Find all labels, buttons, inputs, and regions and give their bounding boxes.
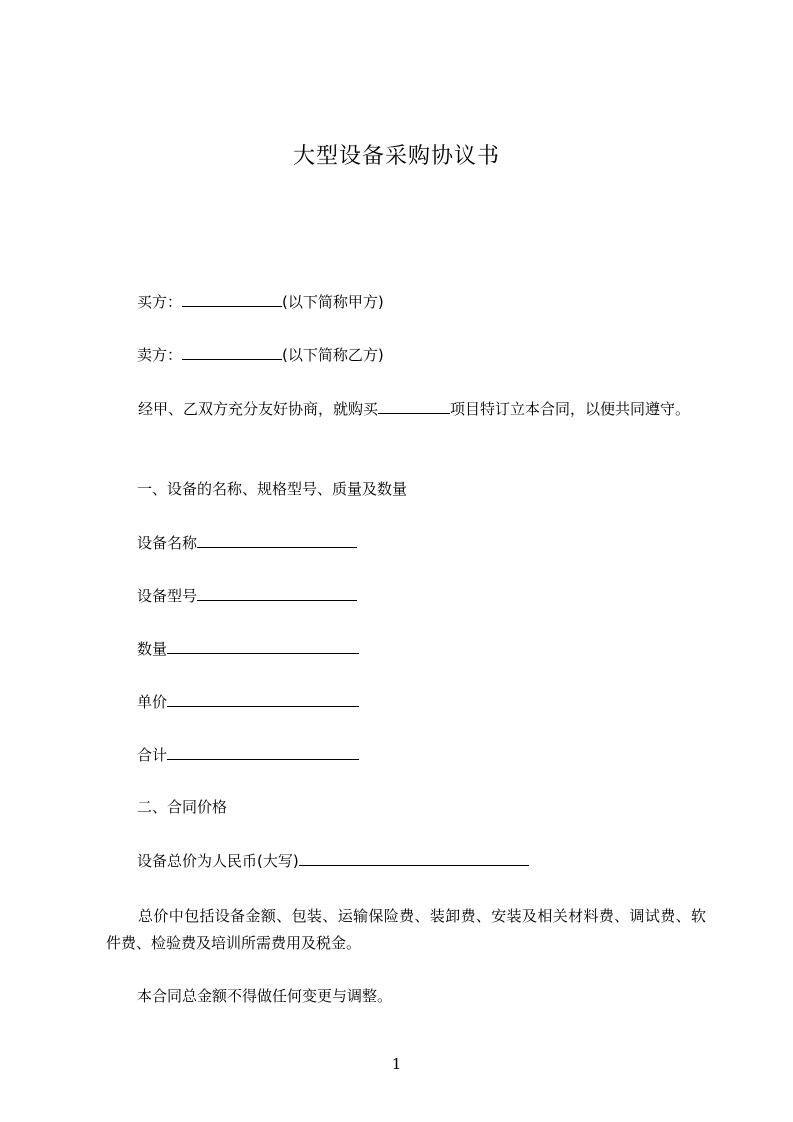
device-model-blank [197, 585, 357, 601]
total-price-label: 设备总价为人民币(大写) [137, 852, 299, 870]
project-blank [378, 398, 450, 414]
device-name-blank [197, 532, 357, 548]
total-blank [167, 744, 359, 760]
quantity-label: 数量 [137, 640, 168, 658]
unit-price-label: 单价 [137, 693, 168, 711]
intro-part2: 项目特订立本合同，以便共同遵守。 [450, 400, 691, 418]
total-line [137, 744, 359, 765]
seller-line [137, 344, 384, 365]
quantity-blank [167, 638, 359, 654]
total-label: 合计 [137, 746, 168, 764]
device-name-label: 设备名称 [137, 534, 198, 552]
buyer-line [137, 291, 384, 312]
buyer-suffix: (以下简称甲方) [282, 293, 384, 311]
section1-heading: 一、设备的名称、规格型号、质量及数量 [137, 480, 408, 498]
unit-price-blank [167, 691, 359, 707]
document-title: 大型设备采购协议书 [292, 144, 500, 169]
buyer-label: 买方： [137, 293, 183, 311]
intro-paragraph [106, 396, 706, 423]
total-price-line [137, 850, 529, 871]
device-name-line [137, 532, 357, 553]
page-number: 1 [391, 1055, 402, 1073]
buyer-blank [182, 291, 282, 307]
device-model-label: 设备型号 [137, 587, 198, 605]
price-inclusion-paragraph: 总价中包括设备金额、包装、运输保险费、装卸费、安装及相关材料费、调试费、软件费、检验费及培训所需费用及税金。 [106, 907, 706, 952]
quantity-line [137, 638, 359, 659]
no-change-line: 本合同总金额不得做任何变更与调整。 [137, 987, 393, 1005]
device-model-line [137, 585, 357, 606]
intro-part1: 经甲、乙双方充分友好协商，就购买 [138, 400, 379, 418]
seller-label: 卖方： [137, 346, 183, 364]
total-price-blank [299, 850, 529, 866]
seller-blank [182, 344, 282, 360]
section2-heading: 二、合同价格 [137, 798, 228, 816]
unit-price-line [137, 691, 359, 712]
seller-suffix: (以下简称乙方) [282, 346, 384, 364]
